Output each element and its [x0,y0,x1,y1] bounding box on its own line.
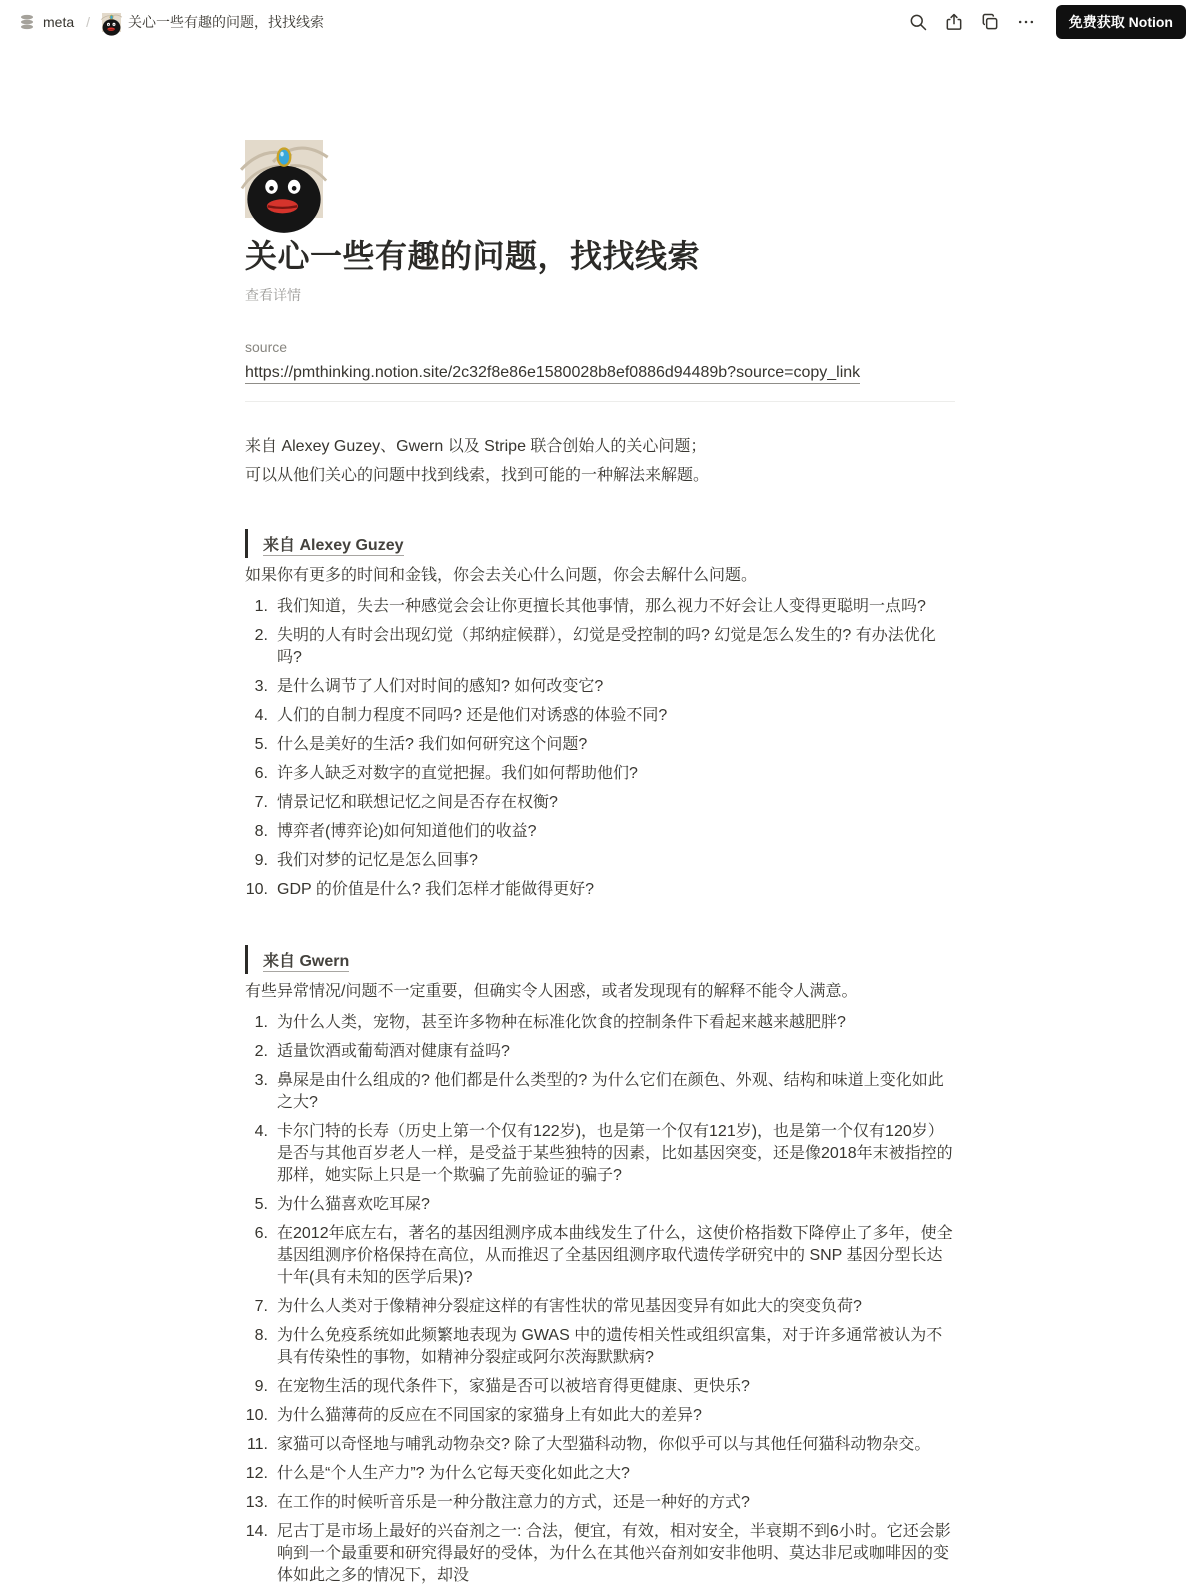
list-item-text: 为什么猫薄荷的反应在不同国家的家猫身上有如此大的差异? [277,1407,702,1424]
list-item-number: 14. [245,1523,268,1540]
list-item-number: 12. [245,1465,268,1482]
list-item [245,761,955,787]
page-emoji-icon [102,13,121,32]
list-item [245,732,955,758]
list-item-text: 卡尔门特的长寿（历史上第一个仅有122岁)，也是第一个仅有121岁)，也是第一个仅有120岁）是否与其他百岁老人一样，是受益于某些独特的因素，比如基因突变，还是像2018年末被指控的那样，她实际上只是一个欺骗了先前验证的骗子? [277,1123,953,1184]
section-lead: 有些异常情况/问题不一定重要，但确实令人困惑，或者发现现有的解释不能令人满意。 [245,983,858,1000]
list-item-number: 3. [254,1072,268,1089]
list-item-text: 人们的自制力程度不同吗? 还是他们对诱惑的体验不同? [277,707,668,724]
list-item-number: 7. [254,794,268,811]
list-item-number: 5. [254,736,268,753]
page-body [245,140,955,1589]
list-item-number: 1. [254,598,268,615]
list-item-number: 2. [254,627,268,644]
intro-block [245,436,955,487]
property-source-label: source [245,339,288,355]
database-icon [18,13,36,31]
intro-paragraph: 来自 Alexey Guzey、Gwern 以及 Stripe 联合创始人的关心问题； [245,438,707,455]
page-icon-image[interactable] [245,140,323,218]
list-item-text: 在宠物生活的现代条件下，家猫是否可以被培育得更健康、更快乐? [277,1378,750,1395]
question-list-alexey [245,594,955,903]
property-source-link[interactable]: https://pmthinking.notion.site/2c32f8e86e1580028b8ef0886d94489b?source=copy_link [245,364,860,384]
breadcrumb-page-label: 关心一些有趣的问题，找找线索 [128,14,325,30]
list-item [245,1068,955,1116]
list-item-text: 为什么人类，宠物，甚至许多物种在标准化饮食的控制条件下看起来越来越肥胖? [277,1014,846,1031]
list-item-text: 是什么调节了人们对时间的感知? 如何改变它? [277,678,604,695]
quote-gwern [245,945,955,974]
list-item-number: 2. [254,1043,268,1060]
question-list-gwern [245,1010,955,1589]
list-item-number: 13. [245,1494,268,1511]
list-item-text: 家猫可以奇怪地与哺乳动物杂交? 除了大型猫科动物，你似乎可以与其他任何猫科动物杂交。 [277,1436,931,1453]
list-item [245,1374,955,1400]
list-item [245,674,955,700]
duplicate-icon[interactable] [980,12,1000,32]
list-item [245,1519,955,1589]
list-item-text: 为什么免疫系统如此频繁地表现为 GWAS 中的遗传相关性或组织富集，对于许多通常被认为不具有传染性的事物，如精神分裂症或阿尔茨海默默病? [277,1327,943,1366]
list-item-number: 4. [254,707,268,724]
list-item-text: 为什么人类对于像精神分裂症这样的有害性状的常见基因变异有如此大的突变负荷? [277,1298,862,1315]
list-item-number: 10. [245,1407,268,1424]
breadcrumb-page[interactable] [98,10,328,34]
quote-alexey-guzey [245,529,955,558]
list-item-text: 在2012年底左右，著名的基因组测序成本曲线发生了什么，这使价格指数下降停止了多年，使全基因组测序价格保持在高位，从而推迟了全基因组测序取代遗传学研究中的 SNP 基因分型长达十年(具有未知的医学后果)? [277,1225,953,1286]
list-item-text: 在工作的时候听音乐是一种分散注意力的方式，还是一种好的方式? [277,1494,750,1511]
list-item-number: 3. [254,678,268,695]
more-icon[interactable] [1016,12,1036,32]
list-item-number: 9. [254,852,268,869]
list-item-text: 什么是“个人生产力”? 为什么它每天变化如此之大? [277,1465,630,1482]
list-item-text: 为什么猫喜欢吃耳屎? [277,1196,430,1213]
list-item-text: 尼古丁是市场上最好的兴奋剂之一: 合法，便宜，有效，相对安全，半衰期不到6小时。它还会影响到一个最重要和研究得最好的受体，为什么在其他兴奋剂如安非他明、莫达非尼或咖啡因的变体如此之多的情况下，却没 [277,1523,951,1584]
intro-paragraph: 可以从他们关心的问题中找到线索，找到可能的一种解法来解题。 [245,467,710,484]
list-item-number: 7. [254,1298,268,1315]
list-item [245,1323,955,1371]
breadcrumb-workspace-label: meta [43,14,75,30]
list-item [245,819,955,845]
list-item [245,1461,955,1487]
breadcrumb [14,10,328,34]
list-item [245,703,955,729]
list-item-number: 8. [254,1327,268,1344]
list-item [245,877,955,903]
list-item-text: 我们知道，失去一种感觉会会让你更擅长其他事情，那么视力不好会让人变得更聪明一点吗? [277,598,926,615]
breadcrumb-separator: / [86,14,91,30]
list-item-text: 什么是美好的生活? 我们如何研究这个问题? [277,736,588,753]
list-item-text: GDP 的价值是什么? 我们怎样才能做得更好? [277,881,595,898]
section-lead: 如果你有更多的时间和金钱，你会去关心什么问题，你会去解什么问题。 [245,567,758,584]
list-item [245,1294,955,1320]
list-item-number: 10. [245,881,268,898]
list-item-text: 许多人缺乏对数字的直觉把握。我们如何帮助他们? [277,765,638,782]
list-item-number: 9. [254,1378,268,1395]
list-item [245,1119,955,1189]
topbar [0,0,1200,44]
list-item-text: 博弈者(博弈论)如何知道他们的收益? [277,823,537,840]
list-item-number: 4. [254,1123,268,1140]
list-item-number: 11. [246,1436,268,1453]
list-item-text: 适量饮酒或葡萄酒对健康有益吗? [277,1043,510,1060]
list-item [245,1039,955,1065]
get-notion-button[interactable]: 免费获取 Notion [1056,5,1186,39]
search-icon[interactable] [908,12,928,32]
list-item [245,1192,955,1218]
list-item [245,594,955,620]
list-item-text: 我们对梦的记忆是怎么回事? [277,852,478,869]
share-icon[interactable] [944,12,964,32]
list-item [245,848,955,874]
quote-alexey-guzey-link[interactable]: 来自 Alexey Guzey [263,537,404,554]
list-item [245,1490,955,1516]
list-item-text: 鼻屎是由什么组成的? 他们都是什么类型的? 为什么它们在颜色、外观、结构和味道上变化如此之大? [277,1072,944,1111]
list-item [245,1010,955,1036]
quote-gwern-link[interactable]: 来自 Gwern [263,953,350,970]
property-source [245,339,955,384]
list-item-text: 失明的人有时会出现幻觉（邦纳症候群），幻觉是受控制的吗? 幻觉是怎么发生的? 有办法优化吗? [277,627,936,666]
topbar-actions [908,5,1186,39]
list-item [245,1221,955,1291]
list-item [245,1432,955,1458]
list-item-number: 8. [254,823,268,840]
list-item-number: 6. [254,1225,268,1242]
list-item [245,1403,955,1429]
divider [245,401,955,402]
page-subtitle[interactable]: 查看详情 [245,287,301,303]
list-item [245,790,955,816]
list-item-number: 6. [254,765,268,782]
list-item-number: 1. [254,1014,268,1031]
page-title: 关心一些有趣的问题，找找线索 [245,238,701,274]
list-item [245,623,955,671]
list-item-text: 情景记忆和联想记忆之间是否存在权衡? [277,794,558,811]
list-item-number: 5. [254,1196,268,1213]
breadcrumb-workspace[interactable] [14,11,78,33]
